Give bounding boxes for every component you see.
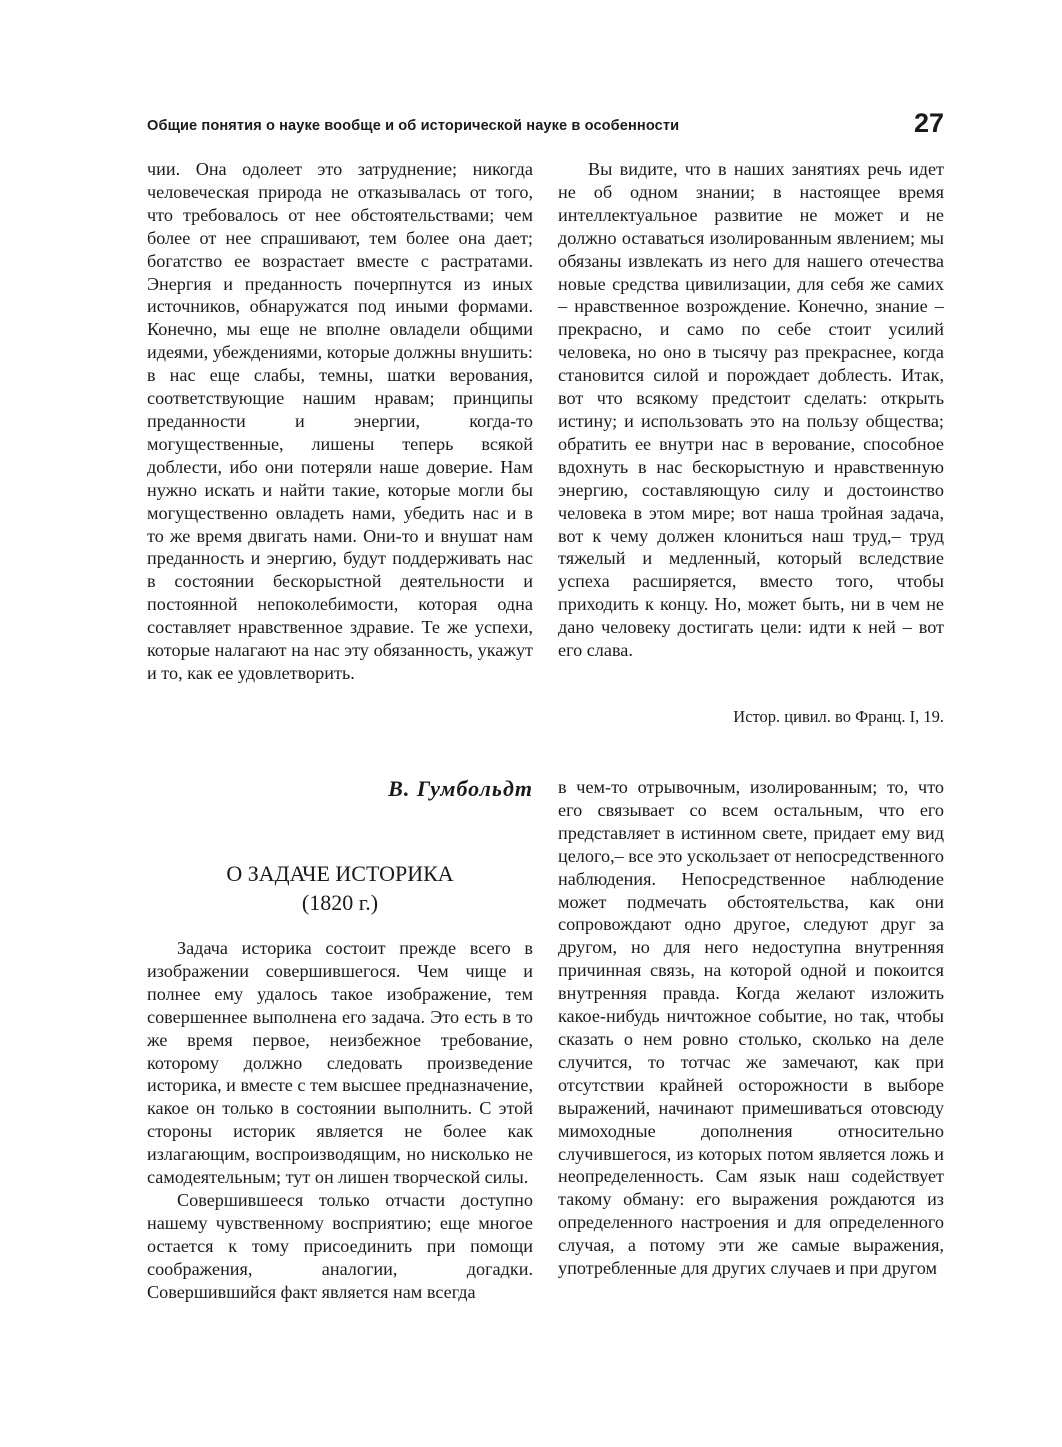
article-title <box>147 859 533 917</box>
left-column-bottom <box>147 937 533 1304</box>
source-citation: Истор. цивил. во Франц. I, 19. <box>733 707 944 726</box>
article-author: В. Гумбольдт <box>388 776 533 801</box>
paragraph: в чем-то отрывочным, изолированным; то, что его связывает со всем остальным, что его представляет в истинном свете, придает ему вид целого,– все это ускользает от непосредственного наблюдения. Непосредственное наблюдение может подмечать обстоятельства, как они сопровождают одно другое, следуют друг за другом, но для него недоступна внутренняя причинная связь, на которой одной и покоится внутренняя правда. Когда желают изложить какое-нибудь ничтожное событие, но так, чтобы сказать о нем ровно столько, сколько на деле случится, то тотчас же замечают, как при отсутствии крайней осторожности в выборе выражений, начинают примешиваться отовсюду мимоходные дополнения относительно случившегося, из которых потом является ложь и неопределенность. Сам язык наш содействует такому обману: его выражения рождаются из определенного настроения и для определенного случая, а потому эти же самые выражения, употребленные для других случаев и при другом <box>558 777 944 1279</box>
right-column-top <box>558 158 944 662</box>
article-title-main: О ЗАДАЧЕ ИСТОРИКА <box>226 861 454 886</box>
article-title-year: (1820 г.) <box>301 890 379 915</box>
right-column-bottom <box>558 776 944 1280</box>
paragraph: Вы видите, что в наших занятиях речь идет не об одном знании; в настоящее время интеллектуальное развитие не может и не должно оставаться изолированным явлением; мы обязаны извлекать из него для нашего отечества новые средства цивилизации, для себя же самих – нравственное возрождение. Конечно, знание – прекрасно, и само по себе стоит усилий человека, но оно в тысячу раз прекраснее, когда становится силой и порождает доблесть. Итак, вот что всякому предстоит сделать: открыть истину; и использовать это на пользу общества; обратить ее внутри нас в верование, способное вдохнуть в нас бескорыстную и нравственную энергию, составляющую силу и достоинство человека в этом мире; вот наша тройная задача, вот к чему должен клониться наш труд,– труд тяжелый и медленный, который вследствие успеха расширяется, вместо того, чтобы приходить к концу. Но, может быть, ни в чем не дано человеку достигать цели: идти к ней – вот его слава. <box>558 159 944 661</box>
paragraph: Совершившееся только отчасти доступно нашему чувственному восприятию; еще многое остается к тому присоединить при помощи соображения, аналогии, догадки. Совершившийся факт является нам всегда <box>147 1189 533 1302</box>
running-title: Общие понятия о науке вообще и об исторической науке в особенности <box>147 118 680 134</box>
page-number: 27 <box>913 108 944 138</box>
page-header <box>147 104 944 148</box>
paragraph: Задача историка состоит прежде всего в изображении совершившегося. Чем чище и полнее ему удалось такое изображение, тем совершеннее выполнена его задача. Это есть в то же время первое, неизбежное требование, которому должно следовать произведение историка, и вместе с тем высшее предназначение, какое он только в состоянии выполнить. С этой стороны историк является не более как излагающим, воспроизводящим, но нисколько не самодеятельным; тут он лишен творческой силы. <box>147 938 533 1188</box>
left-column-top <box>147 158 533 685</box>
paragraph: чии. Она одолеет это затруднение; никогда человеческая природа не отказывалась от того, что требовалось от нее обстоятельствами; чем более от нее спрашивают, тем более она дает; богатство ее возрастает вместе с растратами. Энергия и преданность почерпнутся из иных источников, обнаружатся под иными формами. Конечно, мы еще не вполне овладели общими идеями, убеждениями, которые должны внушить: в нас еще слабы, темны, шатки верования, соответствующие нашим нравам; принципы преданности и энергии, когда-то могущественные, лишены теперь всякой доблести, ибо они потеряли наше доверие. Нам нужно искать и найти такие, которые могли бы могущественно овладеть нами, убедить нас и в то же время двигать нами. Они-то и внушат нам преданность и энергию, будут поддерживать нас в состоянии бескорыстной деятельности и постоянной непоколебимости, которая одна составляет нравственное здравие. Те же успехи, которые налагают на нас эту обязанность, укажут и то, как ее удовлетворить. <box>147 159 533 683</box>
